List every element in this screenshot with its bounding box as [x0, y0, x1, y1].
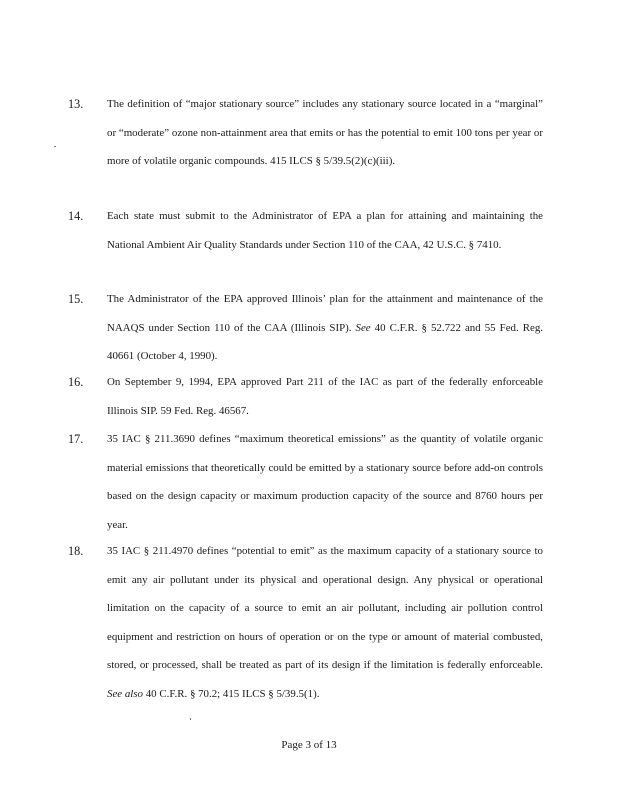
page-footer	[0, 739, 618, 751]
paragraph-number: 18.	[68, 544, 84, 558]
paragraph-text-part: The Administrator of the EPA approved Illinois’ plan for the attainment and maintenance of the NAAQS under Section 110 of the CAA (Illinois SIP).	[107, 293, 543, 334]
citation-signal: See also	[107, 687, 143, 700]
paragraph-text-part: 40 C.F.R. § 52.722 and 55 Fed. Reg. 40661 (October 4, 1990).	[107, 321, 543, 363]
footer-total-pages: 13	[325, 739, 337, 751]
footer-current-page: 3	[305, 739, 311, 751]
paragraph-text: The definition of “major stationary source” includes any stationary source located in a “marginal” or “moderate” ozone non-attainment area that emits or has the potential to emit 100 tons per year or more of volatile organic compounds. 415 ILCS § 5/39.5(2)(c)(iii).	[107, 98, 543, 168]
paragraph-number: 17.	[68, 432, 84, 446]
citation-signal: See	[355, 321, 371, 334]
paragraph-text	[107, 537, 543, 709]
scan-speck	[190, 718, 191, 720]
paragraph-text: 35 IAC § 211.3690 defines “maximum theoretical emissions” as the quantity of volatile organic material emissions that theoretically could be emitted by a stationary source before add-on controls based on the design capacity or maximum production capacity of the source and 8760 hours per year.	[107, 433, 543, 531]
footer-page-word: Page	[281, 739, 303, 751]
paragraph-number: 16.	[68, 375, 84, 389]
scan-speck	[54, 146, 56, 147]
paragraph-text: On September 9, 1994, EPA approved Part 211 of the IAC as part of the federally enforceable Illinois SIP. 59 Fed. Reg. 46567.	[107, 376, 543, 417]
paragraph-text-part: 35 IAC § 211.4970 defines “potential to emit” as the maximum capacity of a stationary source to emit any air pollutant under its physical and operational design. Any physical or operational limitation on the capacity of a source to emit an air pollutant, including air pollution control equipment and restriction on hours of operation or on the type or amount of material combusted, stored, or processed, shall be treated as part of its design if the limitation is federally enforceable.	[107, 545, 543, 672]
footer-of-word: of	[313, 739, 323, 751]
paragraph-number: 15.	[68, 292, 84, 306]
paragraph-text-part: 40 C.F.R. § 70.2; 415 ILCS § 5/39.5(1).	[143, 687, 320, 700]
paragraph-number: 14.	[68, 209, 84, 223]
paragraph-text: Each state must submit to the Administrator of EPA a plan for attaining and maintaining the National Ambient Air Quality Standards under Section 110 of the CAA, 42 U.S.C. § 7410.	[107, 210, 543, 251]
paragraph-text	[107, 285, 543, 371]
paragraph-number: 13.	[68, 97, 84, 111]
